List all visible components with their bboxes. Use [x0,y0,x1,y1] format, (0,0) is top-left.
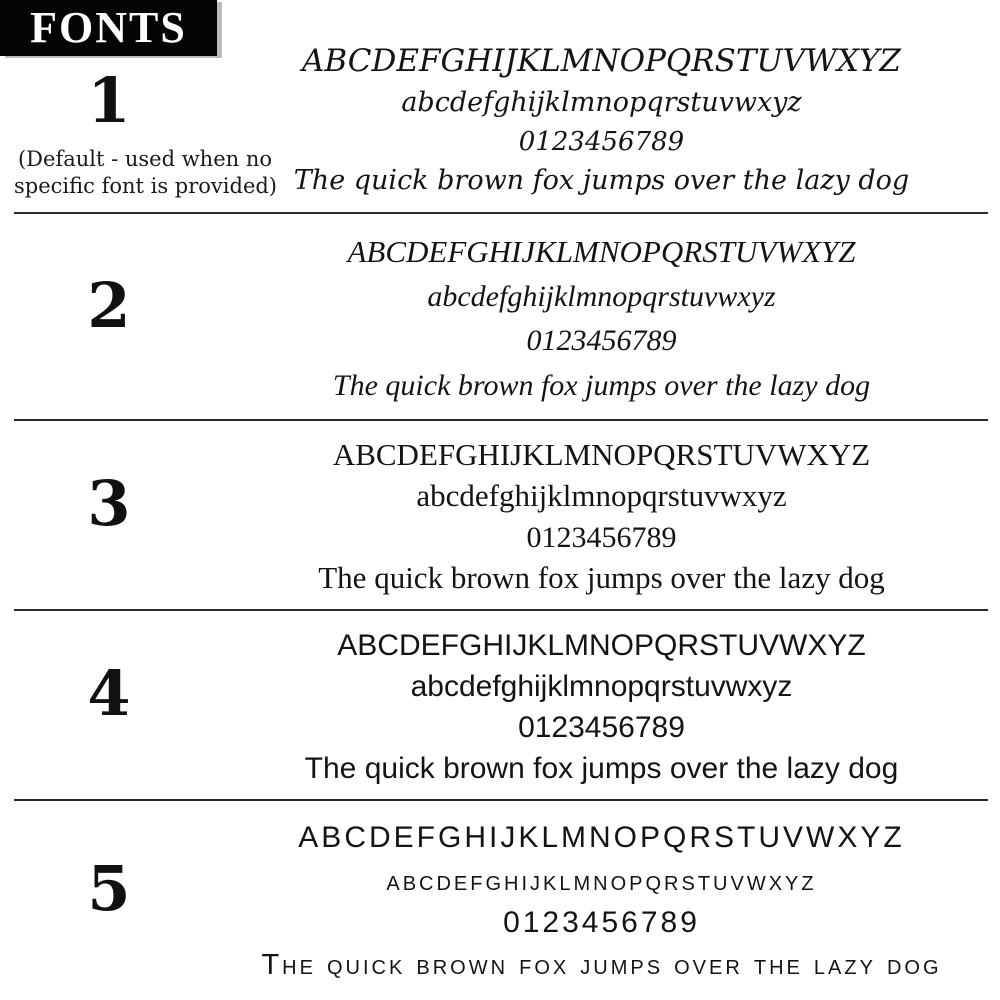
font-3-samples [218,421,1000,611]
font-section-5 [0,801,1000,1000]
font-section-3 [0,421,1000,611]
font-1-pangram-sample: The quick brown fox jumps over the lazy dog [293,165,910,197]
page-title: FONTS [30,3,187,52]
font-5-lowercase-sample: abcdefghijklmnopqrstuvwxyz [386,864,817,896]
font-3-uppercase-sample: ABCDEFGHIJKLMNOPQRSTUVWXYZ [332,436,871,472]
font-3-digits-sample: 0123456789 [526,520,677,554]
font-2-digits-sample: 0123456789 [526,324,677,358]
font-5-pangram-sample: The quick brown fox jumps over the lazy dog [261,949,942,982]
font-3-lowercase-sample: abcdefghijklmnopqrstuvwxyz [416,478,787,514]
font-2-label-column [0,214,218,421]
font-1-uppercase-sample: ABCDEFGHIJKLMNOPQRSTUVWXYZ [302,42,901,79]
font-1-note-line-1: (Default - used when no [17,147,273,171]
font-3-number: 3 [87,467,131,540]
font-5-label-column [0,801,218,1000]
font-4-samples [218,611,1000,801]
font-2-samples [218,214,1000,421]
font-1-digits-sample: 0123456789 [518,126,685,157]
font-5-number: 5 [87,851,131,925]
font-1-lowercase-sample: abcdefghijklmnopqrstuvwxyz [401,86,802,118]
font-3-label-column [0,421,218,611]
font-4-digits-sample: 0123456789 [518,710,685,744]
font-2-lowercase-sample: abcdefghijklmnopqrstuvwxyz [427,280,776,314]
fonts-header-badge [0,0,217,56]
font-3-pangram-sample: The quick brown fox jumps over the lazy dog [318,560,885,596]
font-2-pangram-sample: The quick brown fox jumps over the lazy dog [332,368,871,402]
font-4-lowercase-sample: abcdefghijklmnopqrstuvwxyz [410,669,793,703]
font-section-4 [0,611,1000,801]
font-1-note-line-2: specific font is provided) [14,173,278,198]
font-5-digits-sample: 0123456789 [503,905,700,939]
font-5-samples [218,801,1000,1000]
font-5-uppercase-sample: ABCDEFGHIJKLMNOPQRSTUVWXYZ [298,820,905,854]
font-2-uppercase-sample: ABCDEFGHIJKLMNOPQRSTUVWXYZ [347,233,856,269]
font-1-samples [218,0,1000,214]
font-section-2 [0,214,1000,421]
font-1-number: 1 [87,64,131,137]
font-2-number: 2 [87,268,131,342]
font-4-uppercase-sample: ABCDEFGHIJKLMNOPQRSTUVWXYZ [337,628,866,662]
font-4-number: 4 [87,657,131,730]
font-1-default-note [14,146,276,200]
font-4-pangram-sample: The quick brown fox jumps over the lazy dog [304,751,899,785]
font-4-label-column [0,611,218,801]
